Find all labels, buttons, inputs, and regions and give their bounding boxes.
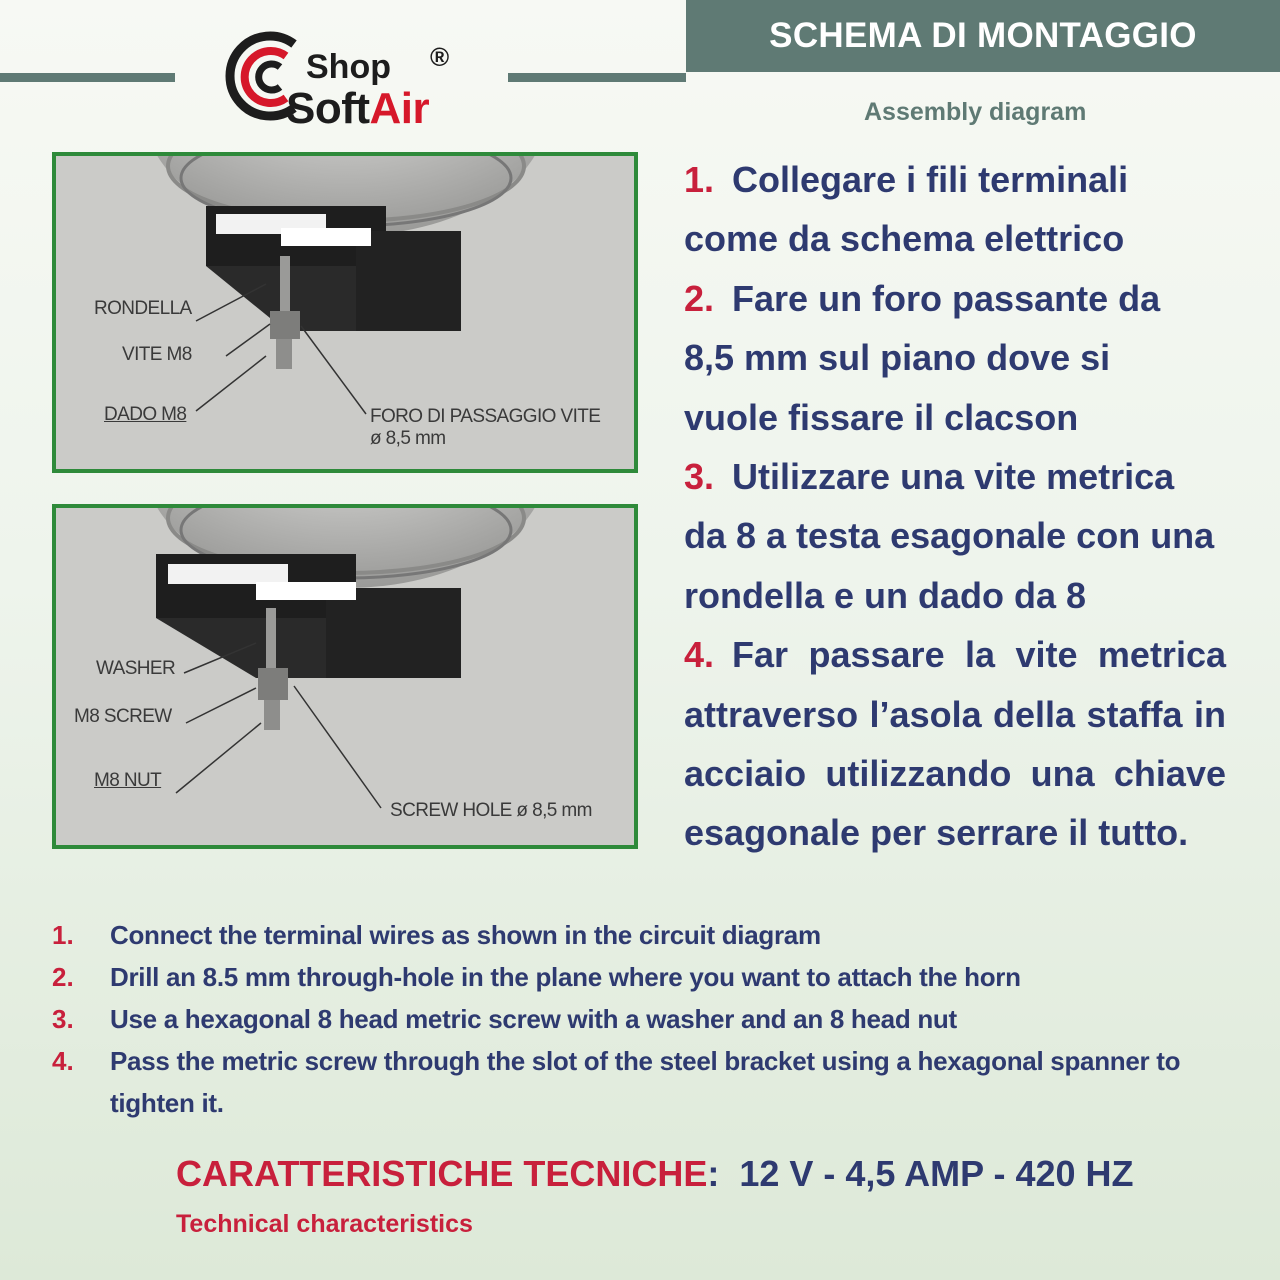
logo-brand-text: SoftAir [286,84,430,133]
page-subtitle: Assembly diagram [864,98,1087,126]
list-item-continuation: esagonale per serrare il tutto. [684,812,1189,854]
screw-label: M8 SCREW [74,706,172,727]
list-item-continuation: rondella e un dado da 8 [684,574,1087,616]
list-item: 4. Far passare la vite metrica [684,634,1226,676]
italian-instructions [684,150,1226,863]
list-item: 3. Utilizzare una vite metrica [684,455,1175,497]
nut-label: M8 NUT [94,770,162,791]
list-item-continuation: come da schema elettrico [684,218,1125,260]
list-item-continuation: 8,5 mm sul piano dove si [684,337,1111,379]
english-instructions [52,914,1232,1124]
list-item-continuation: acciaio utilizzando una chiave [684,752,1226,794]
registered-mark: ® [430,42,450,72]
logo-shop-text: Shop [306,48,391,86]
assembly-photo-english [52,504,638,849]
washer-label: WASHER [96,658,176,679]
specs-label: CARATTERISTICHE TECNICHE [176,1153,708,1194]
list-item-continuation: da 8 a testa esagonale con una [684,515,1215,557]
list-item: 4. Pass the metric screw through the slot of the steel bracket using a hexagonal spanner to tighten it. [52,1046,1181,1118]
page-title: SCHEMA DI MONTAGGIO [686,0,1280,72]
brand-logo [224,22,484,134]
specs-subtitle: Technical characteristics [176,1210,473,1238]
hole-label: FORO DI PASSAGGIO VITE [370,406,601,427]
assembly-photo-italian [52,152,638,473]
technical-specs [176,1153,1134,1195]
list-item: 2. Fare un foro passante da [684,277,1161,319]
hole-label: SCREW HOLE ø 8,5 mm [390,800,592,821]
header-rule-left [0,73,175,82]
hole-size-label: ø 8,5 mm [370,428,446,449]
washer-label: RONDELLA [94,298,192,319]
list-item: 1. Connect the terminal wires as shown in the circuit diagram [52,920,821,950]
nut-label: DADO M8 [104,404,187,425]
list-item: 1. Collegare i fili terminali [684,159,1129,200]
list-item: 2. Drill an 8.5 mm through-hole in the plane where you want to attach the horn [52,962,1021,992]
specs-separator: : [707,1153,720,1194]
header-rule-right [508,73,686,82]
screw-label: VITE M8 [122,344,192,365]
specs-value: 12 V - 4,5 AMP - 420 HZ [739,1153,1134,1194]
list-item-continuation: vuole fissare il clacson [684,396,1079,438]
list-item: 3. Use a hexagonal 8 head metric screw with a washer and an 8 head nut [52,1004,957,1034]
list-item-continuation: attraverso l’asola della staffa in [684,693,1226,735]
